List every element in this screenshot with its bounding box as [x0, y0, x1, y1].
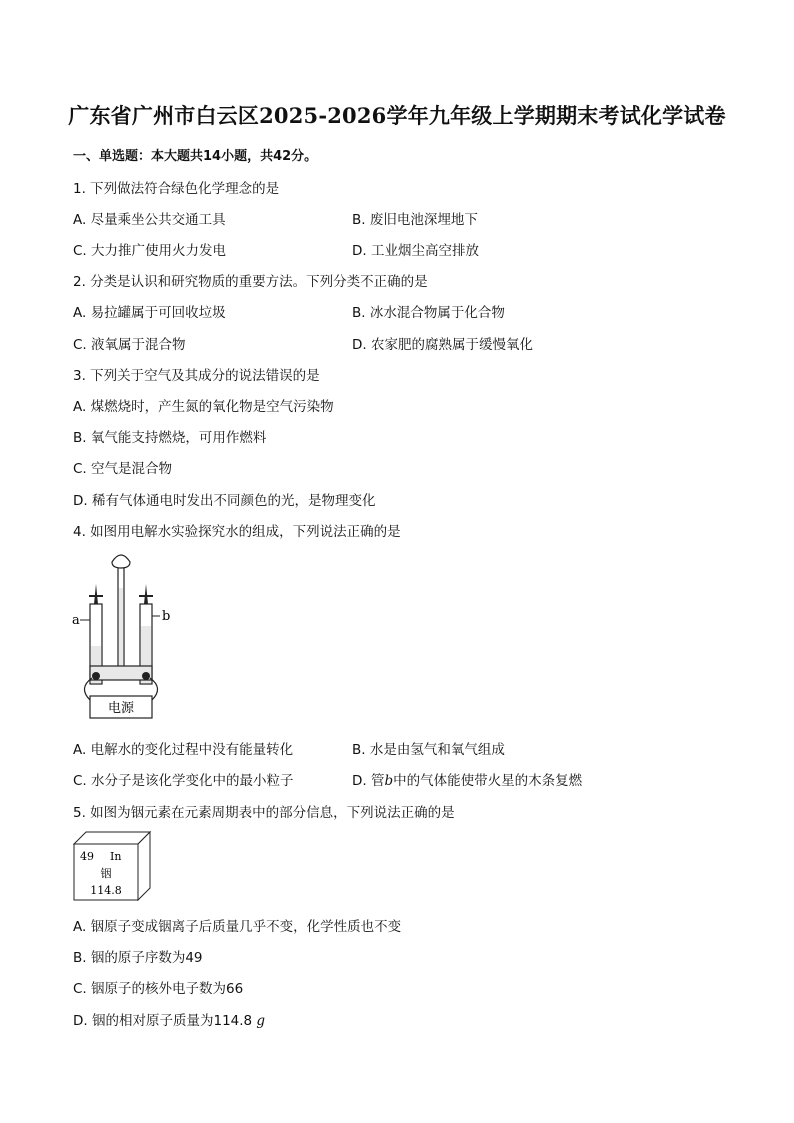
section-heading: 一、单选题：本大题共14小题，共42分。 — [73, 149, 318, 164]
question-3-option-c[interactable]: C. 空气是混合物 — [73, 461, 173, 477]
question-4-option-c[interactable]: C. 水分子是该化学变化中的最小粒子 — [73, 773, 294, 789]
tube-a-label: a — [72, 613, 80, 628]
question-4-option-a[interactable]: A. 电解水的变化过程中没有能量转化 — [73, 742, 294, 758]
question-4-option-b[interactable]: B. 水是由氢气和氧气组成 — [352, 742, 505, 758]
question-2-option-b[interactable]: B. 冰水混合物属于化合物 — [352, 305, 505, 321]
question-5-option-a[interactable]: A. 铟原子变成铟离子后质量几乎不变，化学性质也不变 — [73, 919, 402, 935]
question-4-option-d-text: 中的气体能使带火星的木条复燃 — [393, 773, 583, 789]
question-1-option-d[interactable]: D. 工业烟尘高空排放 — [352, 243, 479, 259]
question-3-option-d[interactable]: D. 稀有气体通电时发出不同颜色的光，是物理变化 — [73, 493, 376, 509]
question-1-option-b[interactable]: B. 废旧电池深埋地下 — [352, 212, 478, 228]
question-2-stem: 2. 分类是认识和研究物质的重要方法。下列分类不正确的是 — [73, 274, 428, 290]
element-atomic-mass: 114.8 — [90, 884, 122, 897]
question-5-stem: 5. 如图为铟元素在元素周期表中的部分信息，下列说法正确的是 — [73, 805, 455, 821]
question-1-option-a[interactable]: A. 尽量乘坐公共交通工具 — [73, 212, 226, 228]
question-3-option-a[interactable]: A. 煤燃烧时，产生氮的氧化物是空气污染物 — [73, 399, 334, 415]
question-5-option-b[interactable]: B. 铟的原子序数为49 — [73, 950, 203, 966]
question-2-option-a[interactable]: A. 易拉罐属于可回收垃圾 — [73, 305, 226, 321]
question-5-option-c[interactable]: C. 铟原子的核外电子数为66 — [73, 981, 244, 997]
indium-element-card — [72, 830, 152, 902]
question-1-stem: 1. 下列做法符合绿色化学理念的是 — [73, 181, 280, 197]
question-5-option-d[interactable] — [73, 1009, 265, 1029]
question-5-option-d-text: D. 铟的相对原子质量为114.8 — [73, 1013, 257, 1029]
question-4-option-d-variable: b — [384, 773, 394, 789]
page-title: 广东省广州市白云区2025-2026学年九年级上学期期末考试化学试卷 — [68, 103, 726, 128]
question-3-option-b[interactable]: B. 氧气能支持燃烧，可用作燃料 — [73, 430, 267, 446]
question-4-stem: 4. 如图用电解水实验探究水的组成，下列说法正确的是 — [73, 524, 401, 540]
question-4-option-d[interactable] — [352, 769, 582, 789]
electrolysis-apparatus-figure — [68, 548, 178, 720]
question-2-option-d[interactable]: D. 农家肥的腐熟属于缓慢氧化 — [352, 337, 533, 353]
tube-b-label: b — [162, 609, 171, 624]
element-name: 铟 — [100, 867, 112, 880]
question-2-option-c[interactable]: C. 液氧属于混合物 — [73, 337, 186, 353]
question-1-option-c[interactable]: C. 大力推广使用火力发电 — [73, 243, 227, 259]
question-3-stem: 3. 下列关于空气及其成分的说法错误的是 — [73, 368, 320, 384]
question-5-option-d-unit: g — [256, 1013, 266, 1029]
element-symbol: In — [110, 850, 122, 863]
question-4-option-d-prefix: D. 管 — [352, 773, 385, 789]
element-atomic-number: 49 — [80, 850, 94, 863]
power-source-label: 电源 — [107, 701, 135, 716]
